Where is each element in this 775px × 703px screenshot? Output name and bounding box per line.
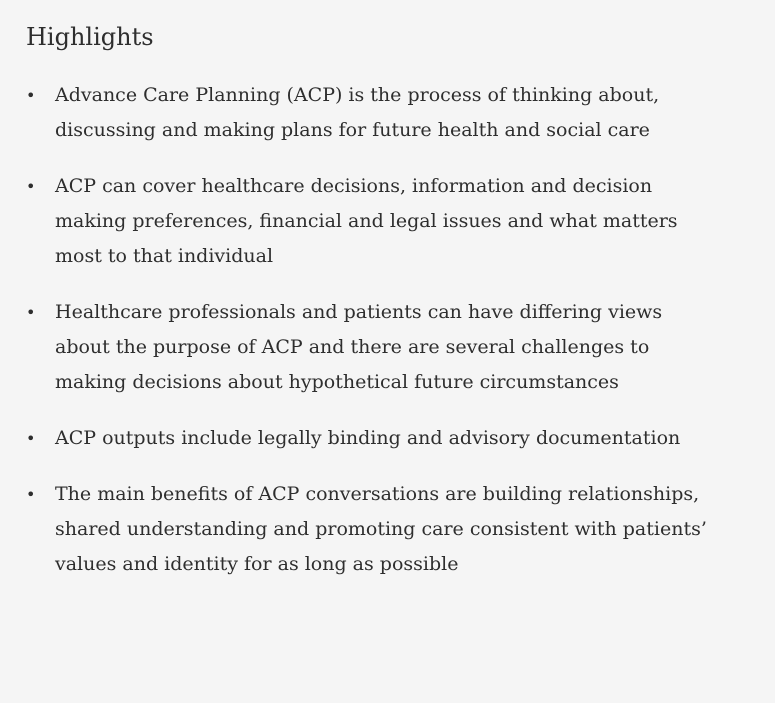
bullet-icon: •	[26, 303, 36, 322]
highlights-list	[26, 78, 745, 582]
list-item	[26, 477, 715, 582]
bullet-icon: •	[26, 86, 36, 105]
list-item	[26, 169, 715, 274]
list-item-text: ACP can cover healthcare decisions, information and decision making preferences, financial and legal issues and what matters most to that individual	[55, 175, 678, 267]
list-item-text: Advance Care Planning (ACP) is the process of thinking about, discussing and making plans for future health and social care	[55, 84, 660, 141]
bullet-icon: •	[26, 429, 36, 448]
list-item	[26, 421, 715, 456]
section-title: Highlights	[26, 23, 154, 51]
list-item	[26, 295, 715, 400]
list-item-text: Healthcare professionals and patients can have differing views about the purpose of ACP and there are several challenges to making decisions about hypothetical future circumstances	[55, 301, 663, 393]
list-item	[26, 78, 715, 148]
list-item-text: ACP outputs include legally binding and advisory documentation	[55, 427, 681, 449]
bullet-icon: •	[26, 485, 36, 504]
bullet-icon: •	[26, 177, 36, 196]
list-item-text: The main benefits of ACP conversations are building relationships, shared understanding and promoting care consistent with patients’ values and identity for as long as possible	[55, 483, 707, 575]
